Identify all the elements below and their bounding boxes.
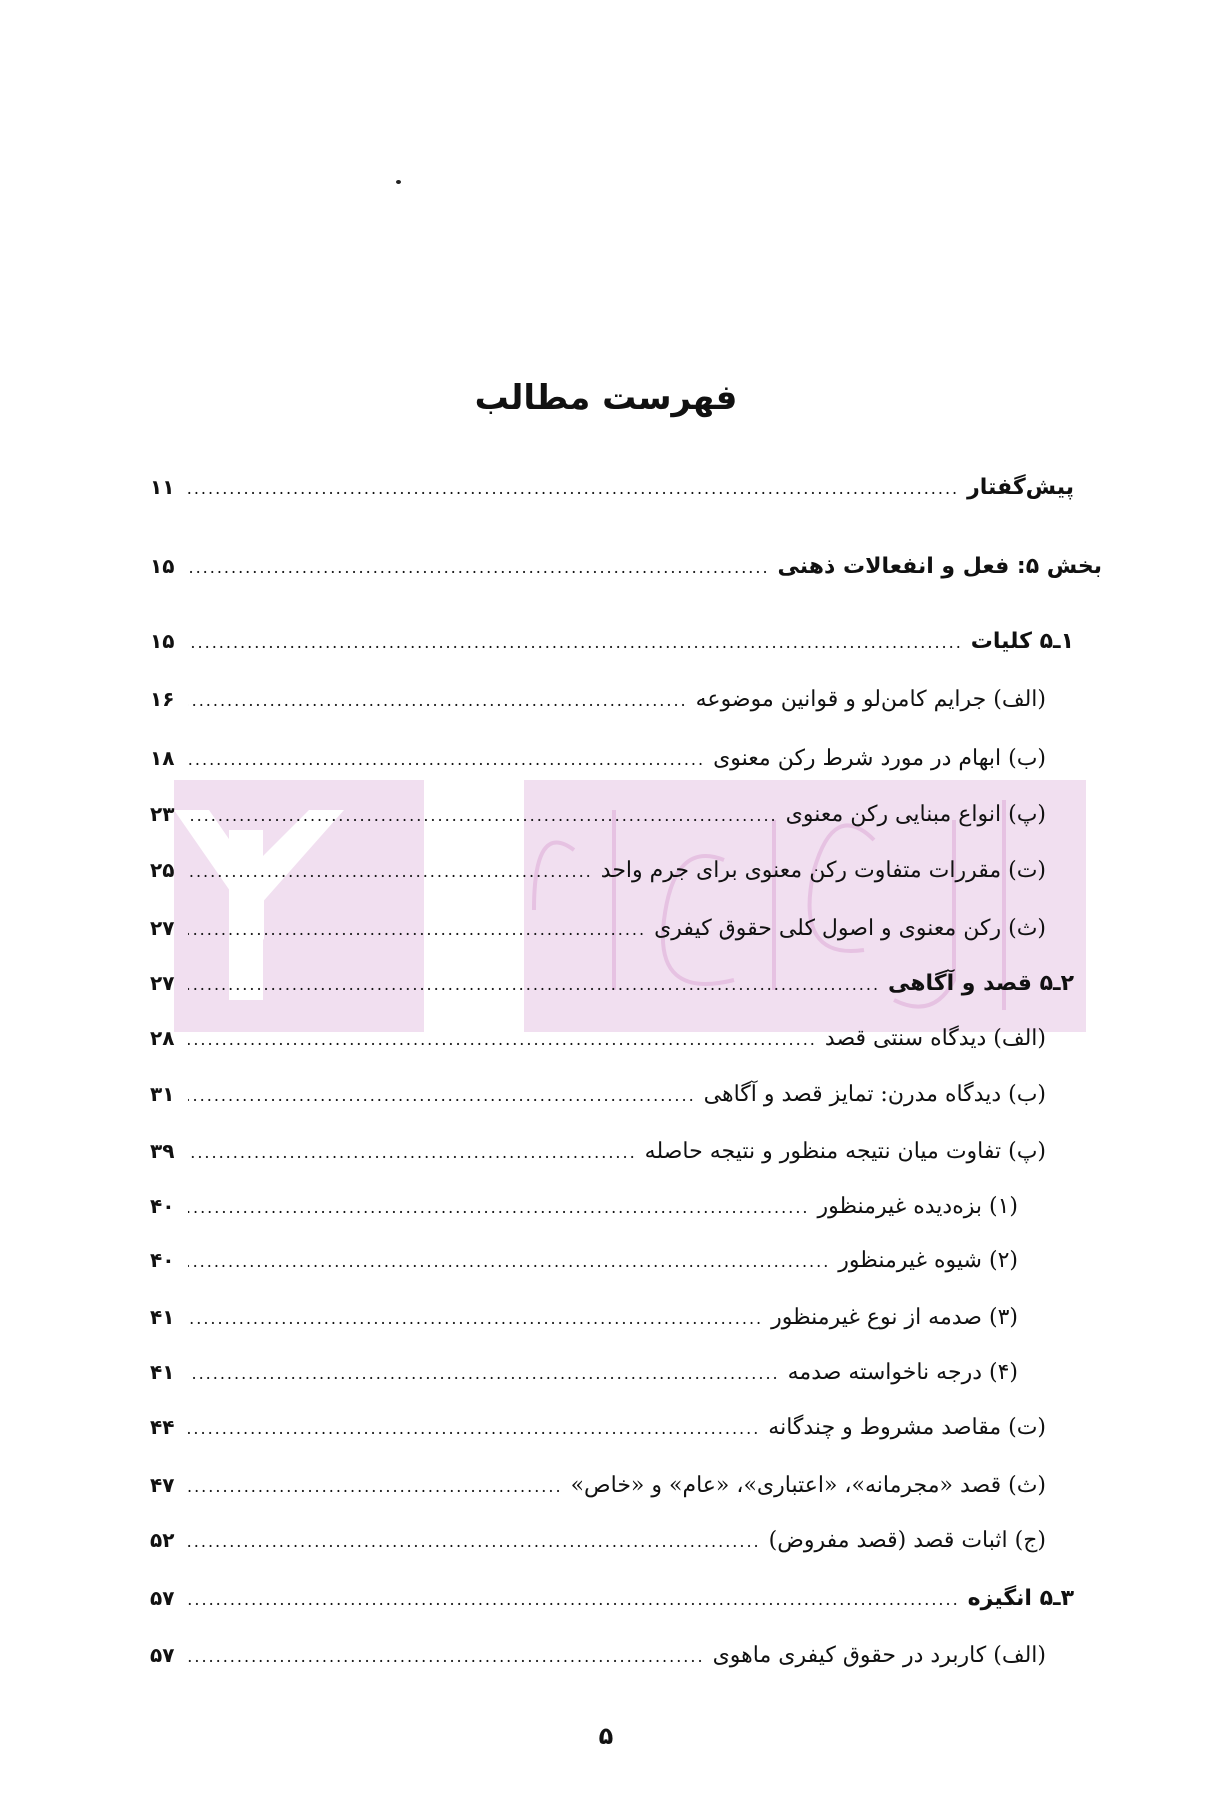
dot-leader [188,686,688,716]
toc-entry [150,1023,1046,1055]
dot-leader [188,801,778,831]
toc-entry [150,968,1074,1000]
toc-entry [150,1079,1046,1111]
dot-leader [188,1642,705,1672]
toc-entry-title: (۴) درجه ناخواسته صدمه [787,1360,1018,1385]
toc-entry-page: ۵۲ [150,1528,175,1552]
toc-entry [150,684,1046,716]
toc-entry-title: (الف) کاربرد در حقوق کیفری ماهوی [712,1643,1046,1668]
dot-leader [188,628,963,658]
toc-entry-page: ۵۷ [150,1586,175,1610]
dot-leader [188,1585,960,1615]
toc-entry [150,1136,1046,1168]
toc-entry-page: ۱۸ [150,746,175,770]
dot-leader [188,1081,696,1111]
toc-entry-page: ۱۱ [150,475,175,499]
toc-entry-title: (ب) ابهام در مورد شرط رکن معنوی [713,746,1046,771]
toc-entry [150,472,1074,504]
dot-leader [188,1138,637,1168]
toc-entry [150,1302,1018,1334]
toc-entry-page: ۲۵ [150,858,175,882]
toc-entry-page: ۱۵ [150,554,175,578]
toc-entry-title: پیش‌گفتار [967,475,1074,500]
toc-entry-page: ۴۰ [150,1194,175,1218]
toc-entry [150,799,1046,831]
toc-entry-title: بخش ۵: فعل و انفعالات ذهنی [777,554,1102,579]
toc-entry-title: ۳ـ۵ انگیزه [967,1586,1074,1611]
toc-entry-page: ۱۵ [150,629,175,653]
toc-entry-title: (ث) قصد «مجرمانه»، «اعتباری»، «عام» و «خاص» [570,1473,1046,1498]
ink-speck [396,180,401,184]
toc-entry [150,743,1046,775]
toc-entry-title: (ت) مقررات متفاوت رکن معنوی برای جرم واحد [600,858,1046,883]
toc-entry [150,1412,1046,1444]
toc-entry [150,1470,1046,1502]
toc-entry [150,1525,1046,1557]
toc-entry-title: (۲) شیوه غیرمنظور [838,1248,1018,1273]
toc-entry-page: ۲۷ [150,971,175,995]
toc-entry-title: (۳) صدمه از نوع غیرمنظور [771,1305,1018,1330]
toc-entry-page: ۲۷ [150,916,175,940]
toc-entry [150,1245,1018,1277]
toc-entry-page: ۴۱ [150,1360,175,1384]
toc-entry-title: (پ) تفاوت میان نتیجه منظور و نتیجه حاصله [644,1139,1046,1164]
dot-leader [188,970,880,1000]
page-title: فهرست مطالب [474,378,738,418]
toc-entry [150,1191,1018,1223]
dot-leader [188,1247,830,1277]
toc-entry [150,1640,1046,1672]
toc-entry-title: (الف) جرایم کامن‌لو و قوانین موضوعه [695,687,1046,712]
dot-leader [188,553,770,583]
toc-entry-title: (۱) بزه‌دیده غیرمنظور [817,1194,1018,1219]
toc-entry-page: ۴۷ [150,1473,175,1497]
toc-entry-title: (ب) دیدگاه مدرن: تمایز قصد و آگاهی [703,1082,1046,1107]
dot-leader [188,1304,763,1334]
toc-entry [150,626,1074,658]
toc-entry-title: ۱ـ۵ کلیات [970,629,1074,654]
toc-entry-page: ۵۷ [150,1643,175,1667]
toc-entry-title: ۲ـ۵ قصد و آگاهی [888,971,1074,996]
toc-entry [150,1357,1018,1389]
dot-leader [188,1025,817,1055]
toc-entry [150,855,1046,887]
dot-leader [188,745,705,775]
toc-entry-title: (ج) اثبات قصد (قصد مفروض) [768,1528,1046,1553]
toc-entry [150,913,1046,945]
toc-entry-title: (الف) دیدگاه سنتی قصد [824,1026,1046,1051]
dot-leader [188,1193,809,1223]
toc-entry-page: ۱۶ [150,687,175,711]
toc-entry-title: (ت) مقاصد مشروط و چندگانه [768,1415,1046,1440]
dot-leader [188,1472,563,1502]
toc-entry-title: (ث) رکن معنوی و اصول کلی حقوق کیفری [654,916,1046,941]
dot-leader [188,1359,780,1389]
toc-entry-page: ۳۱ [150,1082,175,1106]
page-number: ۵ [598,1722,614,1750]
toc-entry-page: ۴۴ [150,1415,175,1439]
toc-entry [150,551,1102,583]
toc-entry-page: ۴۱ [150,1305,175,1329]
dot-leader [188,857,593,887]
toc-entry-page: ۴۰ [150,1248,175,1272]
toc-entry-page: ۲۸ [150,1026,175,1050]
toc-entry-title: (پ) انواع مبنایی رکن معنوی [785,802,1046,827]
toc-entry-page: ۲۳ [150,802,175,826]
dot-leader [188,1414,760,1444]
toc-entry [150,1583,1074,1615]
toc-entry-page: ۳۹ [150,1139,175,1163]
dot-leader [188,1527,761,1557]
dot-leader [188,915,646,945]
dot-leader [188,474,959,504]
